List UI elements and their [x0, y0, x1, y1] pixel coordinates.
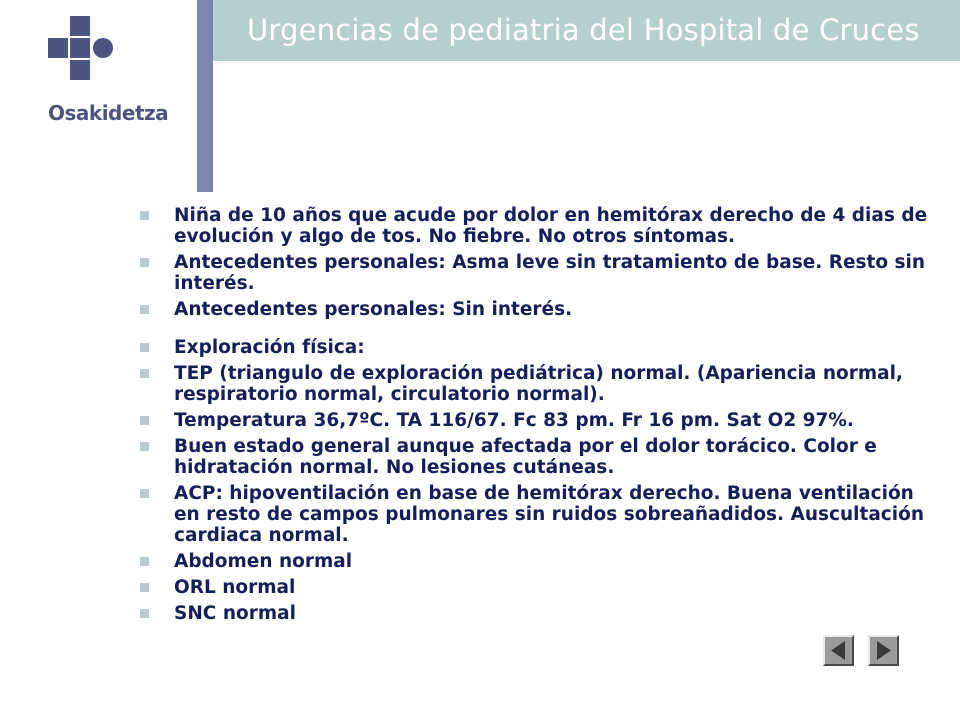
- list-item: [140, 483, 930, 546]
- square-bullet-icon: [140, 305, 149, 314]
- square-bullet-icon: [140, 211, 149, 220]
- osakidetza-logo: [0, 0, 196, 190]
- list-item: [140, 603, 930, 624]
- square-bullet-icon: [140, 442, 149, 451]
- next-slide-button[interactable]: [868, 635, 899, 666]
- square-bullet-icon: [140, 369, 149, 378]
- list-item: [140, 205, 930, 247]
- list-item-text: Niña de 10 años que acude por dolor en hemitórax derecho de 4 dias de evolución y algo de tos. No fiebre. No otros síntomas.: [174, 205, 928, 247]
- previous-slide-button[interactable]: [823, 635, 854, 666]
- list-item-text: Buen estado general aunque afectada por el dolor torácico. Color e hidratación normal. No lesiones cutáneas.: [174, 436, 877, 478]
- list-item: [140, 337, 930, 358]
- list-item: [140, 436, 930, 478]
- triangle-left-icon: [825, 637, 852, 664]
- case-details-list: [140, 205, 930, 629]
- title-band: [213, 0, 960, 61]
- triangle-right-icon: [870, 637, 897, 664]
- page-title: Urgencias de pediatria del Hospital de Cruces: [247, 13, 920, 47]
- list-item: [140, 299, 930, 320]
- square-bullet-icon: [140, 416, 149, 425]
- list-item-text: Temperatura 36,7ºC. TA 116/67. Fc 83 pm. Fr 16 pm. Sat O2 97%.: [174, 410, 854, 431]
- square-bullet-icon: [140, 258, 149, 267]
- square-bullet-icon: [140, 609, 149, 618]
- list-item-text: Exploración física:: [174, 337, 365, 358]
- list-item-text: SNC normal: [174, 603, 296, 624]
- square-bullet-icon: [140, 583, 149, 592]
- list-item-text: TEP (triangulo de exploración pediátrica) normal. (Apariencia normal, respiratorio normal, circulatorio normal).: [174, 363, 903, 405]
- square-bullet-icon: [140, 557, 149, 566]
- list-item-text: ACP: hipoventilación en base de hemitórax derecho. Buena ventilación en resto de campos pulmonares sin ruidos sobreañadidos. Auscultación cardiaca normal.: [174, 483, 924, 546]
- list-item: [140, 363, 930, 405]
- list-item: [140, 410, 930, 431]
- logo-text: Osakidetza: [48, 101, 169, 125]
- list-item: [140, 577, 930, 598]
- list-item-text: Antecedentes personales: Asma leve sin tratamiento de base. Resto sin interés.: [174, 252, 926, 294]
- square-bullet-icon: [140, 343, 149, 352]
- list-item-text: Antecedentes personales: Sin interés.: [174, 299, 573, 320]
- list-item-text: ORL normal: [174, 577, 296, 598]
- list-item: [140, 252, 930, 294]
- list-item-text: Abdomen normal: [174, 551, 353, 572]
- osakidetza-cross-logo-icon: [48, 16, 114, 82]
- square-bullet-icon: [140, 489, 149, 498]
- list-item: [140, 551, 930, 572]
- header-vertical-bar: [197, 0, 213, 192]
